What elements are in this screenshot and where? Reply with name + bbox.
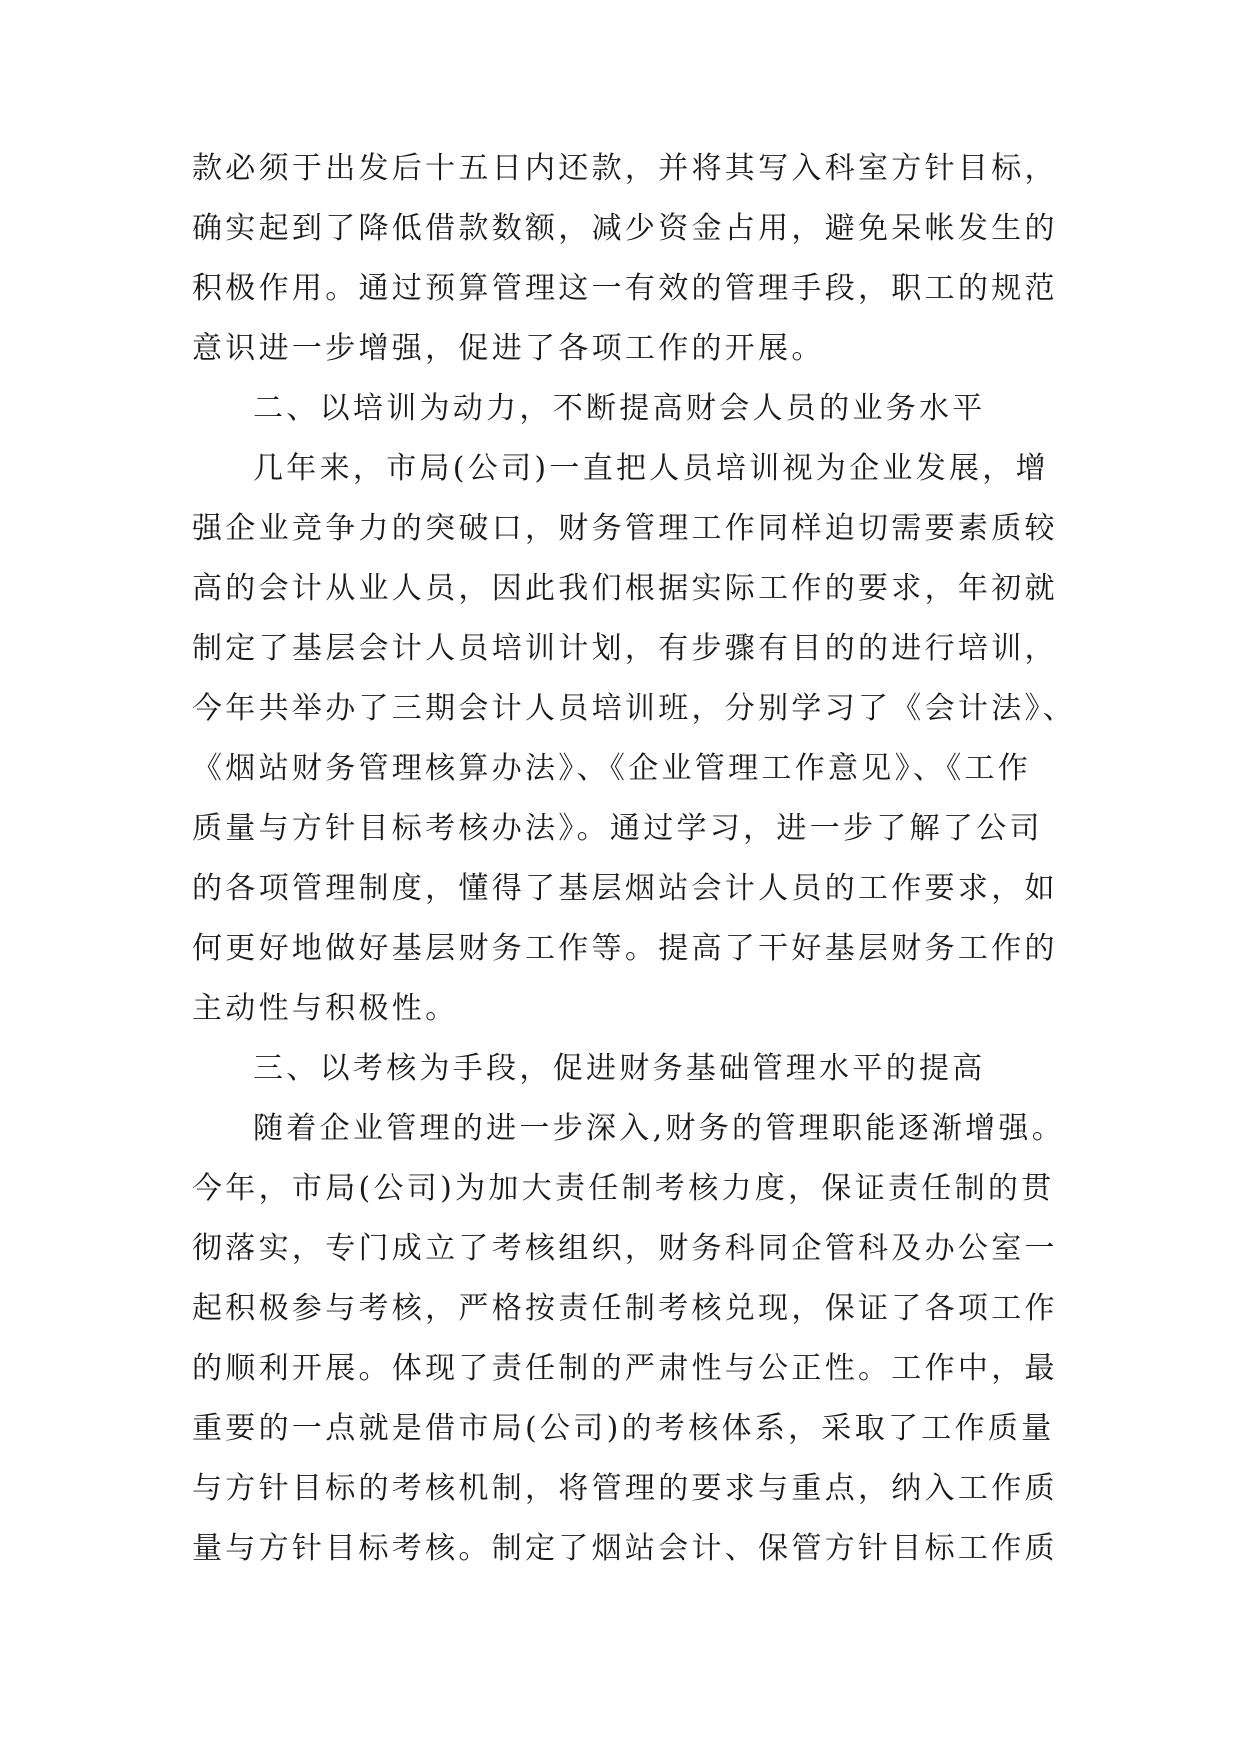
body-line: 主动性与积极性。 [192,991,459,1026]
body-line: 今年，市局(公司)为加大责任制考核力度，保证责任制的贯 [192,1171,1055,1206]
body-line: 质量与方针目标考核办法》。通过学习，进一步了解了公司 [192,811,1043,846]
section-heading: 二、以培训为动力，不断提高财会人员的业务水平 [253,391,986,426]
body-line: 何更好地做好基层财务工作等。提高了干好基层财务工作的 [192,931,1058,966]
body-line: 重要的一点就是借市局(公司)的考核体系，采取了工作质量 [192,1411,1055,1446]
paragraph-first-line: 几年来，市局(公司)一直把人员培训视为企业发展，增 [253,451,1049,486]
section-heading: 三、以考核为手段，促进财务基础管理水平的提高 [253,1051,986,1086]
body-line: 彻落实，专门成立了考核组织，财务科同企管科及办公室一 [192,1231,1058,1266]
body-line: 意识进一步增强，促进了各项工作的开展。 [192,331,825,366]
body-line: 款必须于出发后十五日内还款，并将其写入科室方针目标， [192,151,1058,186]
body-line: 《烟站财务管理核算办法》、《企业管理工作意见》、《工作 [192,751,1032,786]
paragraph-first-line: 随着企业管理的进一步深入,财务的管理职能逐渐增强。 [253,1111,1066,1146]
body-line: 强企业竞争力的突破口，财务管理工作同样迫切需要素质较 [192,511,1058,546]
body-line: 确实起到了降低借款数额，减少资金占用，避免呆帐发生的 [192,211,1058,246]
body-line: 量与方针目标考核。制定了烟站会计、保管方针目标工作质 [192,1531,1058,1566]
body-line: 制定了基层会计人员培训计划，有步骤有目的的进行培训， [192,631,1058,666]
body-line: 的各项管理制度，懂得了基层烟站会计人员的工作要求，如 [192,871,1058,906]
body-line: 的顺利开展。体现了责任制的严肃性与公正性。工作中，最 [192,1351,1058,1386]
body-line: 与方针目标的考核机制，将管理的要求与重点，纳入工作质 [192,1471,1058,1506]
body-line: 起积极参与考核，严格按责任制考核兑现，保证了各项工作 [192,1291,1058,1326]
body-line: 高的会计从业人员，因此我们根据实际工作的要求，年初就 [192,571,1058,606]
body-line: 积极作用。通过预算管理这一有效的管理手段，职工的规范 [192,271,1058,306]
body-line: 今年共举办了三期会计人员培训班，分别学习了《会计法》、 [192,691,1077,726]
